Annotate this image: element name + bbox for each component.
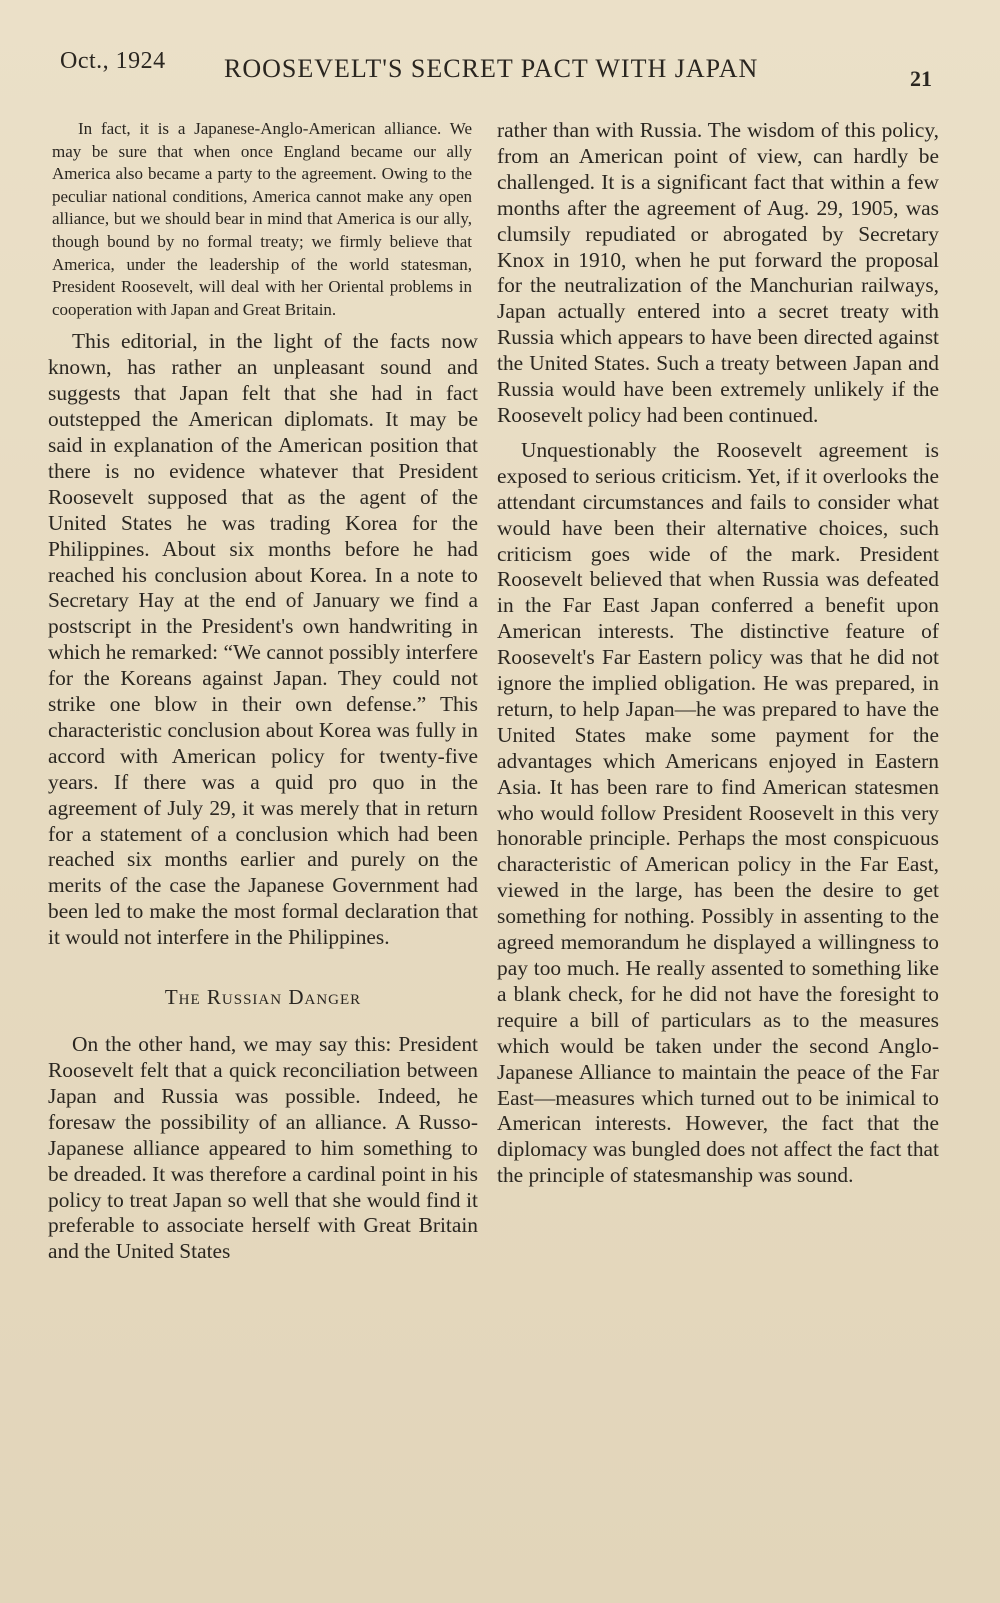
running-header: [60, 44, 940, 94]
editorial-quote: In fact, it is a Japanese-Anglo-American alliance. We may be sure that when once England became our ally America also became a party to the agreement. Owing to the peculiar national conditions, America cannot make any open alliance, but we should bear in mind that America is our ally, though bound by no formal treaty; we firmly believe that America, under the leadership of the world statesman, President Roosevelt, will deal with her Oriental problems in cooperation with Japan and Great Britain.: [52, 119, 472, 319]
paragraph: rather than with Russia. The wisdom of this policy, from an American point of view, can hardly be challenged. It is a significant fact that within a few months after the agreement of Aug. 29, 1905, was clumsily repudiated or abrogated by Secretary Knox in 1910, when he put forward the proposal for the neutralization of the Manchurian railways, Japan actually entered into a secret treaty with Russia which appears to have been directed against the United States. Such a treaty between Japan and Russia would have been extremely unlikely if the Roosevelt policy had been continued.: [497, 118, 939, 427]
right-column: [497, 118, 939, 1189]
left-column: [48, 118, 478, 1265]
header-title: ROOSEVELT'S SECRET PACT WITH JAPAN: [224, 54, 759, 83]
paragraph: This editorial, in the light of the facts now known, has rather an unpleasant sound and suggests that Japan felt that she had in fact outstepped the American diplomats. It may be said in explanation of the American position that there is no evidence whatever that President Roosevelt supposed that as the agent of the United States he was trading Korea for the Philippines. About six months before he had reached his conclusion about Korea. In a note to Secretary Hay at the end of January we find a postscript in the President's own handwriting in which he remarked: “We cannot possibly interfere for the Koreans against Japan. They could not strike one blow in their own defense.” This characteristic conclusion about Korea was fully in accord with American policy for twenty-five years. If there was a quid pro quo in the agreement of July 29, it was merely that in return for a statement of a conclusion which had been reached six months earlier and purely on the merits of the case the Japanese Government had been led to make the most formal declaration that it would not interfere in the Philippines.: [48, 329, 478, 950]
page-number: 21: [910, 66, 932, 91]
header-date: Oct., 1924: [60, 48, 166, 74]
paragraph: On the other hand, we may say this: President Roosevelt felt that a quick reconciliation between Japan and Russia was possible. Indeed, he foresaw the possibility of an alliance. A Russo-Japanese alliance appeared to him something to be dreaded. It was therefore a cardinal point in his policy to treat Japan so well that she would find it preferable to associate herself with Great Britain and the United States: [48, 1032, 478, 1264]
paragraph: Unquestionably the Roosevelt agreement is exposed to serious criticism. Yet, if it overlooks the attendant circumstances and fails to consider what would have been their alternative choices, such criticism goes wide of the mark. President Roosevelt believed that when Russia was defeated in the Far East Japan conferred a benefit upon American interests. The distinctive feature of Roosevelt's Far Eastern policy was that he did not ignore the implied obligation. He was prepared, in return, to help Japan—he was prepared to have the United States make some payment for the advantages which Americans enjoyed in Eastern Asia. It has been rare to find American statesmen who would follow President Roosevelt in this very honorable principle. Perhaps the most conspicuous characteristic of American policy in the Far East, viewed in the large, has been the desire to get something for nothing. Possibly in assenting to the agreed memorandum he displayed a willingness to pay too much. He really assented to something like a blank check, for he did not have the foresight to require a bill of particulars as to the measures which would be taken under the second Anglo-Japanese Alliance to maintain the peace of the Far East—measures which turned out to be inimical to American interests. However, the fact that the diplomacy was bungled does not affect the fact that the principle of statesmanship was sound.: [497, 437, 939, 1188]
section-subheading: The Russian Danger: [164, 985, 362, 1010]
